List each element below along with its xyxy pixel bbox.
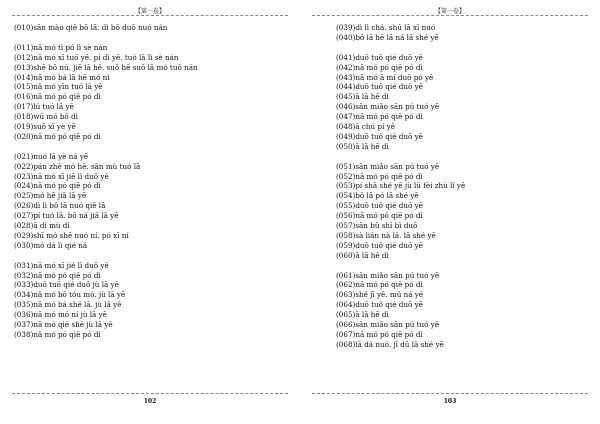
mantra-line: (014)nā mó bá lā hē mó nì [14,72,110,82]
mantra-line: (036)nā mó mó ní jù lā yē [14,310,107,320]
mantra-line: (024)nā mó pó qiē pó dì [14,181,101,191]
mantra-line: (030)mó dá lì qié ná [14,240,88,250]
mantra-line: (063)shě jī yē. mǔ ná yé [336,290,424,300]
mantra-line: (041)duō tuō qié duō yē [336,52,423,62]
left-header: 【第一卷】 [134,8,165,15]
group-spacer [14,251,198,261]
right-page [300,0,600,424]
right-page-number: 103 [443,398,457,405]
mantra-line: (062)nā mó pó qiē pó dì [336,280,423,290]
mantra-line: (049)duō tuō qié duō yē [336,131,423,141]
mantra-line: (067)nā mó pó qiē pó dì [336,329,423,339]
mantra-line: (028)ā dì mù dì [14,221,70,231]
mantra-line: (066)sān miǎo sān pú tuó yē [336,320,440,330]
mantra-line: (060)ā lā hē dì [336,250,389,260]
mantra-line: (013)shē bō nú. jiē lā hē. suō hē suō lā mó tuō nán [14,62,198,72]
mantra-line: (015)nā mó yīn tuó lā yē [14,82,103,92]
mantra-line: (058)sà lián nà lā. lā shé yē [336,230,436,240]
group-spacer [14,142,198,152]
mantra-line: (021)nuó lā yè ná yē [14,151,89,161]
mantra-line: (043)nā mó ā mí duō pó yē [336,72,434,82]
mantra-line: (016)nā mó pó qiē pó dì [14,92,101,102]
mantra-line: (040)bō lā hē lā ná lā shé yē [336,32,439,42]
mantra-line: (068)lā dá nuó. jī dū lā shé yē [336,339,444,349]
group-spacer [14,33,198,43]
mantra-line: (044)duō tuō qié duō yē [336,82,423,92]
mantra-line: (065)ā lā hē dì [336,310,389,320]
group-spacer [336,261,465,271]
mantra-line: (064)duō tuō qié duō yē [336,300,423,310]
mantra-line: (025)mó hē jiā lā yē [14,191,87,201]
mantra-line: (038)nā mó pó qiē pó dì [14,329,101,339]
mantra-line: (012)nā mó xī tuó yē. pí dì yē. tuó lā lì sè nán [14,52,179,62]
mantra-line: (045)ā lā hē dì [336,92,389,102]
mantra-line: (033)duō tuō qié duō jù lā yē [14,280,119,290]
mantra-line: (020)nā mó pó qiē pó dì [14,131,101,141]
mantra-line: (059)duō tuō qié duō yē [336,240,423,250]
mantra-line: (026)dì lì bō lā nuó qiē lā [14,201,106,211]
mantra-line: (037)nā mó qié shé jù lā yē [14,320,113,330]
mantra-line: (039)dì lì chá. shū lā xī nuó [336,23,436,32]
mantra-line: (018)wū mó bō dì [14,112,78,122]
right-header: 【第一卷】 [434,8,465,15]
group-spacer [336,152,465,162]
mantra-line: (019)suō xī yè yē [14,122,76,132]
mantra-line: (048)ā chú pí yē [336,122,395,132]
mantra-line: (050)ā lā hē dì [336,141,389,151]
right-bottom-divider [312,393,588,394]
mantra-line: (010)sān mào qiě bō lā. dì bō duō nuó nán [14,23,168,32]
mantra-line: (046)sān miǎo sān pú tuó yē [336,102,440,112]
mantra-line: (011)nā mó tì pó lì sè nán [14,42,108,52]
mantra-line: (031)nā mó xī jié lì duō yē [14,260,109,270]
left-top-divider [12,15,288,16]
mantra-line: (034)nā mó bō tóu mó. jù lā yē [14,290,126,300]
left-bottom-divider [12,393,288,394]
mantra-line: (023)nā mó xī jiē lì duō yē [14,171,109,181]
mantra-line: (052)nā mó pó qiē pó dì [336,171,423,181]
mantra-line: (061)sān miǎo sān pú tuó yē [336,270,440,280]
mantra-line: (032)nā mó pó qiē pó dì [14,270,101,280]
mantra-line: (054)bō lā pó lā shé yē [336,191,419,201]
mantra-line: (035)nā mó bá shé lā. jù lā yē [14,300,122,310]
mantra-line: (047)nā mó pó qiē pó dì [336,112,423,122]
right-page-body [336,23,465,350]
left-page-body [14,23,198,340]
mantra-line: (056)nā mó pó qiē pó dì [336,211,423,221]
mantra-line: (029)shī mó shē nuó ní. pó xī ní [14,230,129,240]
mantra-line: (017)lú tuó lā yē [14,102,74,112]
right-top-divider [312,15,588,16]
left-page-number: 102 [143,398,157,405]
mantra-line: (057)sān bǔ shī bì duō [336,221,418,231]
mantra-line: (053)pí shā shé yē jù lū fèi zhù lǐ yē [336,181,466,191]
group-spacer [336,43,465,53]
mantra-line: (027)pí tuó lā. bō ná jiā lā yē [14,211,119,221]
mantra-line: (022)pán zhē mó hē. sān mù tuó lā [14,161,141,171]
mantra-line: (042)nā mó pó qiē pó dì [336,62,423,72]
mantra-line: (055)duō tuō qié duō yē [336,201,423,211]
mantra-line: (051)sān miǎo sān pú tuó yē [336,161,440,171]
